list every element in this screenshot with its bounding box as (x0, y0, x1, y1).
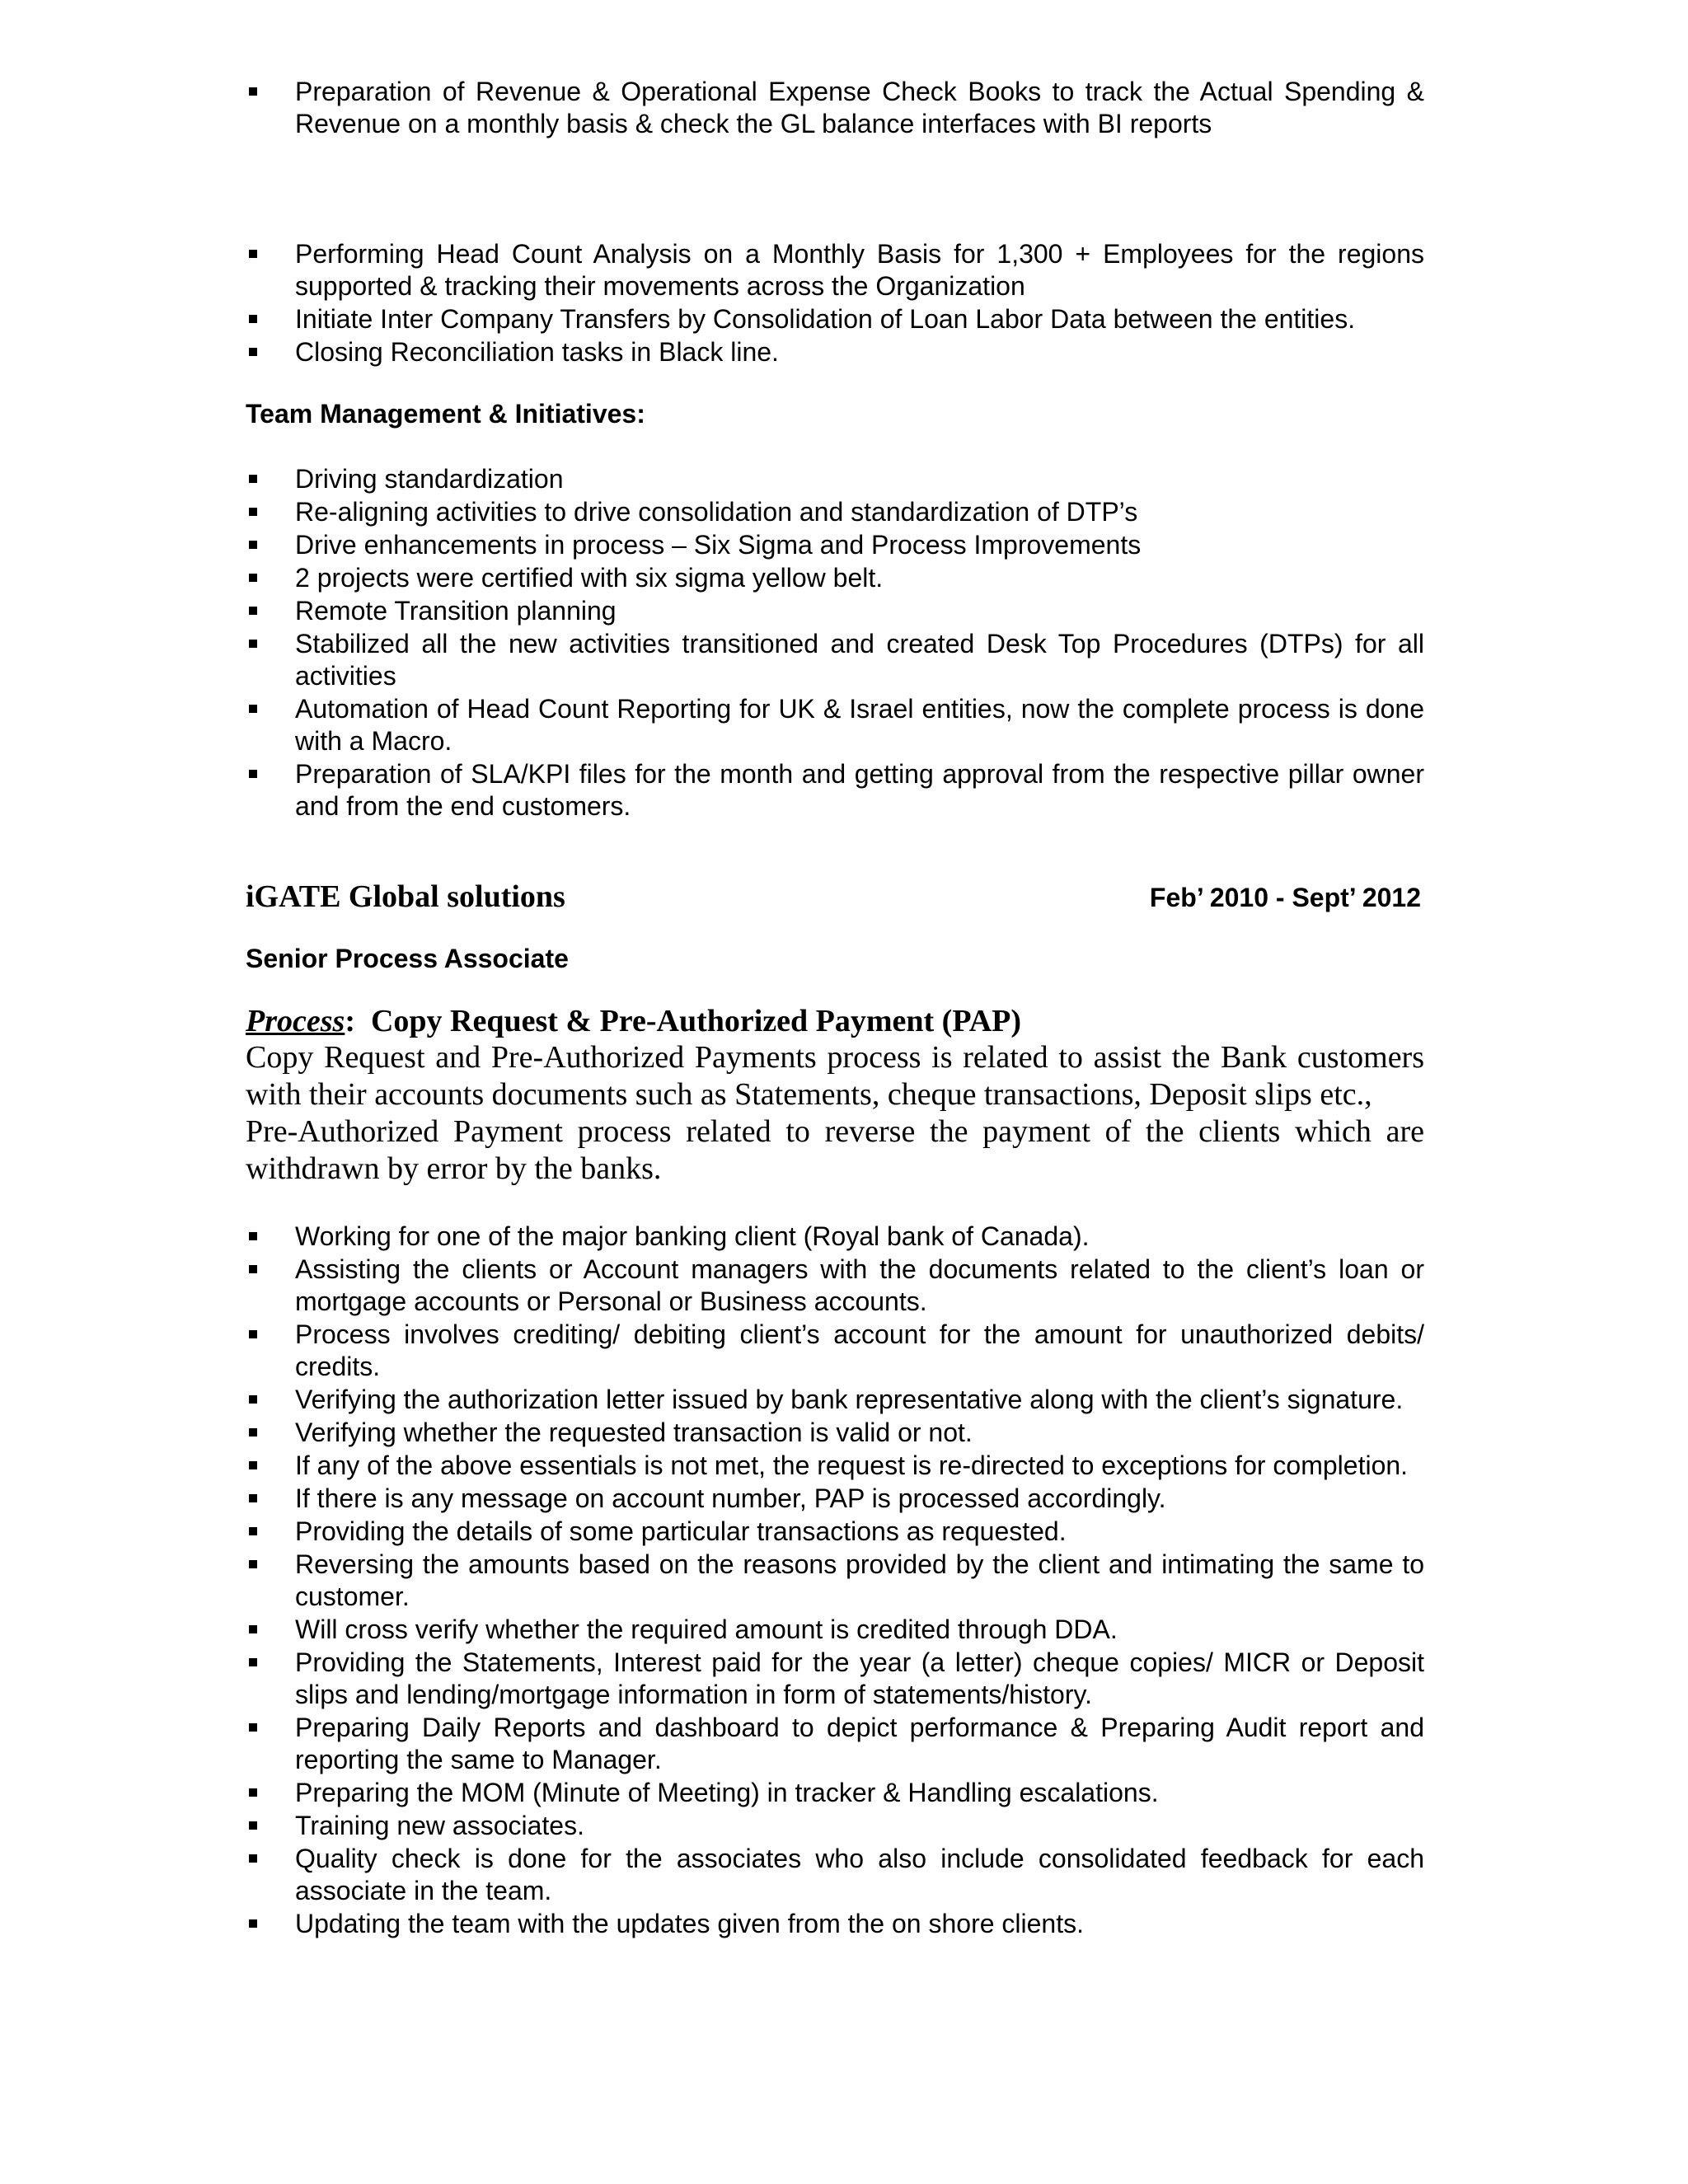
process-description: Copy Request and Pre-Authorized Payments process is related to assist the Bank customers with their accounts documents such as Statements, cheque transactions, Deposit slips etc., (246, 1040, 1424, 1112)
square-bullet-icon (249, 1330, 257, 1338)
list-item-text: Working for one of the major banking client (Royal bank of Canada). (295, 1221, 1090, 1251)
list-item (246, 693, 1424, 757)
list-item (246, 1647, 1424, 1711)
square-bullet-icon (249, 1658, 257, 1666)
list-item-text: Verifying the authorization letter issued by bank representative along with the client’s signature. (295, 1385, 1404, 1414)
list-item (246, 1777, 1424, 1809)
square-bullet-icon (249, 348, 257, 356)
list-item (246, 628, 1424, 692)
square-bullet-icon (249, 1395, 257, 1404)
list-item-text: Training new associates. (295, 1811, 584, 1840)
list-item-text: Remote Transition planning (295, 596, 617, 626)
list-item (246, 496, 1424, 528)
list-item-text: Reversing the amounts based on the reasons provided by the client and intimating the same to customer. (295, 1549, 1424, 1611)
list-item (246, 1810, 1424, 1842)
team-initiatives-list (246, 463, 1424, 823)
list-item-text: Will cross verify whether the required amount is credited through DDA. (295, 1615, 1118, 1644)
list-item (246, 336, 1424, 368)
list-item (246, 595, 1424, 627)
list-item (246, 1614, 1424, 1646)
square-bullet-icon (249, 508, 257, 516)
resume-page (246, 76, 1424, 1941)
list-item-text: Closing Reconciliation tasks in Black line. (295, 337, 779, 367)
list-item (246, 303, 1424, 335)
square-bullet-icon (249, 1723, 257, 1732)
square-bullet-icon (249, 1232, 257, 1240)
list-item-text: Providing the details of some particular transactions as requested. (295, 1516, 1067, 1546)
list-item (246, 1908, 1424, 1940)
square-bullet-icon (249, 1461, 257, 1469)
list-item-text: Providing the Statements, Interest paid for the year (a letter) cheque copies/ MICR or Deposit slips and lending/mortgage information in form of statements/history. (295, 1647, 1424, 1709)
list-item-text: Preparing the MOM (Minute of Meeting) in tracker & Handling escalations. (295, 1778, 1159, 1807)
job-responsibilities-list (246, 1221, 1424, 1940)
employment-header (246, 879, 1424, 915)
square-bullet-icon (249, 1854, 257, 1863)
square-bullet-icon (249, 1821, 257, 1830)
square-bullet-icon (249, 315, 257, 323)
square-bullet-icon (249, 705, 257, 713)
square-bullet-icon (249, 475, 257, 483)
list-item (246, 76, 1424, 140)
pap-description: Pre-Authorized Payment process related to reverse the payment of the clients which are withdrawn by error by the banks. (246, 1114, 1424, 1186)
list-item-text: Performing Head Count Analysis on a Monthly Basis for 1,300 + Employees for the regions supported & tracking their movements across the Organization (295, 239, 1424, 301)
list-item (246, 1417, 1424, 1449)
list-item-text: Process involves crediting/ debiting client’s account for the amount for unauthorized debits/ credits. (295, 1319, 1424, 1381)
spacer (246, 141, 1424, 238)
list-item (246, 1712, 1424, 1776)
list-item-text: If there is any message on account number, PAP is processed accordingly. (295, 1483, 1166, 1513)
process-title (246, 1003, 1424, 1039)
list-item (246, 1319, 1424, 1383)
list-item (246, 1483, 1424, 1515)
process-colon: : (345, 1004, 355, 1038)
list-item-text: Stabilized all the new activities transitioned and created Desk Top Procedures (DTPs) for all activities (295, 629, 1424, 691)
square-bullet-icon (249, 607, 257, 615)
employment-dates: Feb’ 2010 - Sept’ 2012 (1149, 883, 1421, 912)
company-name: iGATE Global solutions (246, 879, 565, 914)
list-item-text: Verifying whether the requested transaction is valid or not. (295, 1418, 973, 1447)
list-item (246, 1450, 1424, 1482)
process-name: Copy Request & Pre-Authorized Payment (PAP) (370, 1004, 1022, 1038)
list-item (246, 1384, 1424, 1416)
list-item-text: Preparing Daily Reports and dashboard to depict performance & Preparing Audit report and reporting the same to Manager. (295, 1713, 1424, 1774)
list-item-text: Preparation of Revenue & Operational Expense Check Books to track the Actual Spending & Revenue on a monthly basis & check the GL balance interfaces with BI reports (295, 77, 1424, 138)
list-item-text: Automation of Head Count Reporting for UK & Israel entities, now the complete process is done with a Macro. (295, 694, 1424, 756)
responsibilities-list-a (246, 76, 1424, 140)
list-item-text: Driving standardization (295, 464, 564, 494)
list-item-text: If any of the above essentials is not met, the request is re-directed to exceptions for completion. (295, 1451, 1409, 1480)
list-item-text: Updating the team with the updates given from the on shore clients. (295, 1909, 1084, 1938)
list-item (246, 1843, 1424, 1907)
list-item (246, 1254, 1424, 1318)
team-management-heading: Team Management & Initiatives: (246, 399, 645, 429)
list-item (246, 1549, 1424, 1613)
square-bullet-icon (249, 1428, 257, 1436)
square-bullet-icon (249, 1494, 257, 1502)
square-bullet-icon (249, 574, 257, 582)
list-item-text: Preparation of SLA/KPI files for the month and getting approval from the respective pillar owner and from the end customers. (295, 759, 1424, 821)
square-bullet-icon (249, 1919, 257, 1928)
list-item-text: Initiate Inter Company Transfers by Consolidation of Loan Labor Data between the entities. (295, 304, 1356, 334)
square-bullet-icon (249, 1625, 257, 1633)
square-bullet-icon (249, 640, 257, 648)
list-item (246, 758, 1424, 823)
square-bullet-icon (249, 87, 257, 96)
list-item (246, 1221, 1424, 1253)
list-item (246, 463, 1424, 495)
responsibilities-list-b (246, 238, 1424, 368)
list-item (246, 529, 1424, 561)
list-item-text: Assisting the clients or Account managers with the documents related to the client’s loan or mortgage accounts or Personal or Business accounts. (295, 1254, 1424, 1316)
list-item-text: Quality check is done for the associates who also include consolidated feedback for each associate in the team. (295, 1844, 1424, 1905)
list-item-text: Drive enhancements in process – Six Sigma and Process Improvements (295, 530, 1142, 560)
square-bullet-icon (249, 1527, 257, 1535)
list-item (246, 1516, 1424, 1548)
list-item (246, 562, 1424, 594)
square-bullet-icon (249, 1788, 257, 1797)
list-item-text: Re-aligning activities to drive consolidation and standardization of DTP’s (295, 497, 1138, 527)
square-bullet-icon (249, 1265, 257, 1273)
square-bullet-icon (249, 1560, 257, 1568)
process-label: Process (246, 1004, 345, 1038)
list-item (246, 238, 1424, 302)
square-bullet-icon (249, 250, 257, 258)
square-bullet-icon (249, 770, 257, 778)
square-bullet-icon (249, 541, 257, 549)
job-title: Senior Process Associate (246, 944, 569, 973)
list-item-text: 2 projects were certified with six sigma yellow belt. (295, 563, 884, 593)
